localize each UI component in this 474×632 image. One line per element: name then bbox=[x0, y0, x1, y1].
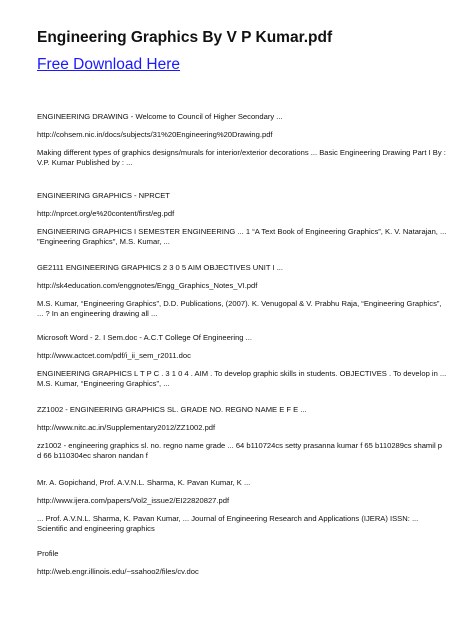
result-snippet: M.S. Kumar, “Engineering Graphics”, D.D. Publications, (2007). K. Venugopal & V. Prabhu Raja, “Engineering Graphics”, ... ? In an engineering drawing all ... bbox=[37, 299, 442, 318]
result-url[interactable]: http://sk4education.com/enggnotes/Engg_Graphics_Notes_VI.pdf bbox=[37, 281, 258, 290]
result-entry bbox=[37, 112, 447, 168]
result-url[interactable]: http://www.nitc.ac.in/Supplementary2012/ZZ1002.pdf bbox=[37, 423, 216, 432]
result-url[interactable]: http://web.engr.illinois.edu/~ssahoo2/files/cv.doc bbox=[37, 567, 199, 576]
result-snippet: Making different types of graphics designs/murals for interior/exterior decorations ... Basic Engineering Drawing Part I By : V.P. Kumar Published by : ... bbox=[37, 148, 446, 167]
result-title: GE2111 ENGINEERING GRAPHICS 2 3 0 5 AIM OBJECTIVES UNIT I ... bbox=[37, 263, 284, 272]
result-title: ZZ1002 - ENGINEERING GRAPHICS SL. GRADE NO. REGNO NAME E F E ... bbox=[37, 405, 307, 414]
result-title: ENGINEERING GRAPHICS - NPRCET bbox=[37, 191, 170, 200]
result-entry bbox=[37, 333, 447, 389]
document-title: Engineering Graphics By V P Kumar.pdf bbox=[37, 29, 333, 46]
result-snippet: zz1002 - engineering graphics sl. no. regno name grade ... 64 b110724cs setty prasanna kumar f 65 b110289cs shamil p d 66 b110304ec sharon nandan f bbox=[37, 441, 442, 460]
result-title: Microsoft Word - 2. I Sem.doc - A.C.T College Of Engineering ... bbox=[37, 333, 252, 342]
result-entry bbox=[37, 263, 447, 319]
result-snippet: ENGINEERING GRAPHICS L T P C . 3 1 0 4 . AIM . To develop graphic skills in students. OBJECTIVES . To develop in ... M.S. Kumar, “Engineering Graphics”, ... bbox=[37, 369, 447, 388]
result-url[interactable]: http://www.ijera.com/papers/Vol2_issue2/EI22820827.pdf bbox=[37, 496, 230, 505]
result-title: ENGINEERING DRAWING - Welcome to Council of Higher Secondary ... bbox=[37, 112, 283, 121]
result-snippet: ENGINEERING GRAPHICS I SEMESTER ENGINEERING ... 1 “A Text Book of Engineering Graphics”, K. V. Natarajan, ... "Engineering Graphics", M.S. Kumar, ... bbox=[37, 227, 447, 246]
result-title: Profile bbox=[37, 549, 59, 558]
free-download-link[interactable]: Free Download Here bbox=[37, 56, 181, 73]
result-title: Mr. A. Gopichand, Prof. A.V.N.L. Sharma, K. Pavan Kumar, K ... bbox=[37, 478, 251, 487]
result-entry bbox=[37, 549, 447, 577]
result-snippet: ... Prof. A.V.N.L. Sharma, K. Pavan Kumar, ... Journal of Engineering Research and Applications (IJERA) ISSN: ... Scientific and engineering graphics bbox=[37, 514, 419, 533]
result-entry bbox=[37, 405, 447, 461]
result-url[interactable]: http://nprcet.org/e%20content/first/eg.pdf bbox=[37, 209, 175, 218]
result-entry bbox=[37, 191, 447, 247]
result-entry bbox=[37, 478, 447, 534]
result-url[interactable]: http://cohsem.nic.in/docs/subjects/31%20Engineering%20Drawing.pdf bbox=[37, 130, 273, 139]
result-url[interactable]: http://www.actcet.com/pdf/i_ii_sem_r2011.doc bbox=[37, 351, 191, 360]
